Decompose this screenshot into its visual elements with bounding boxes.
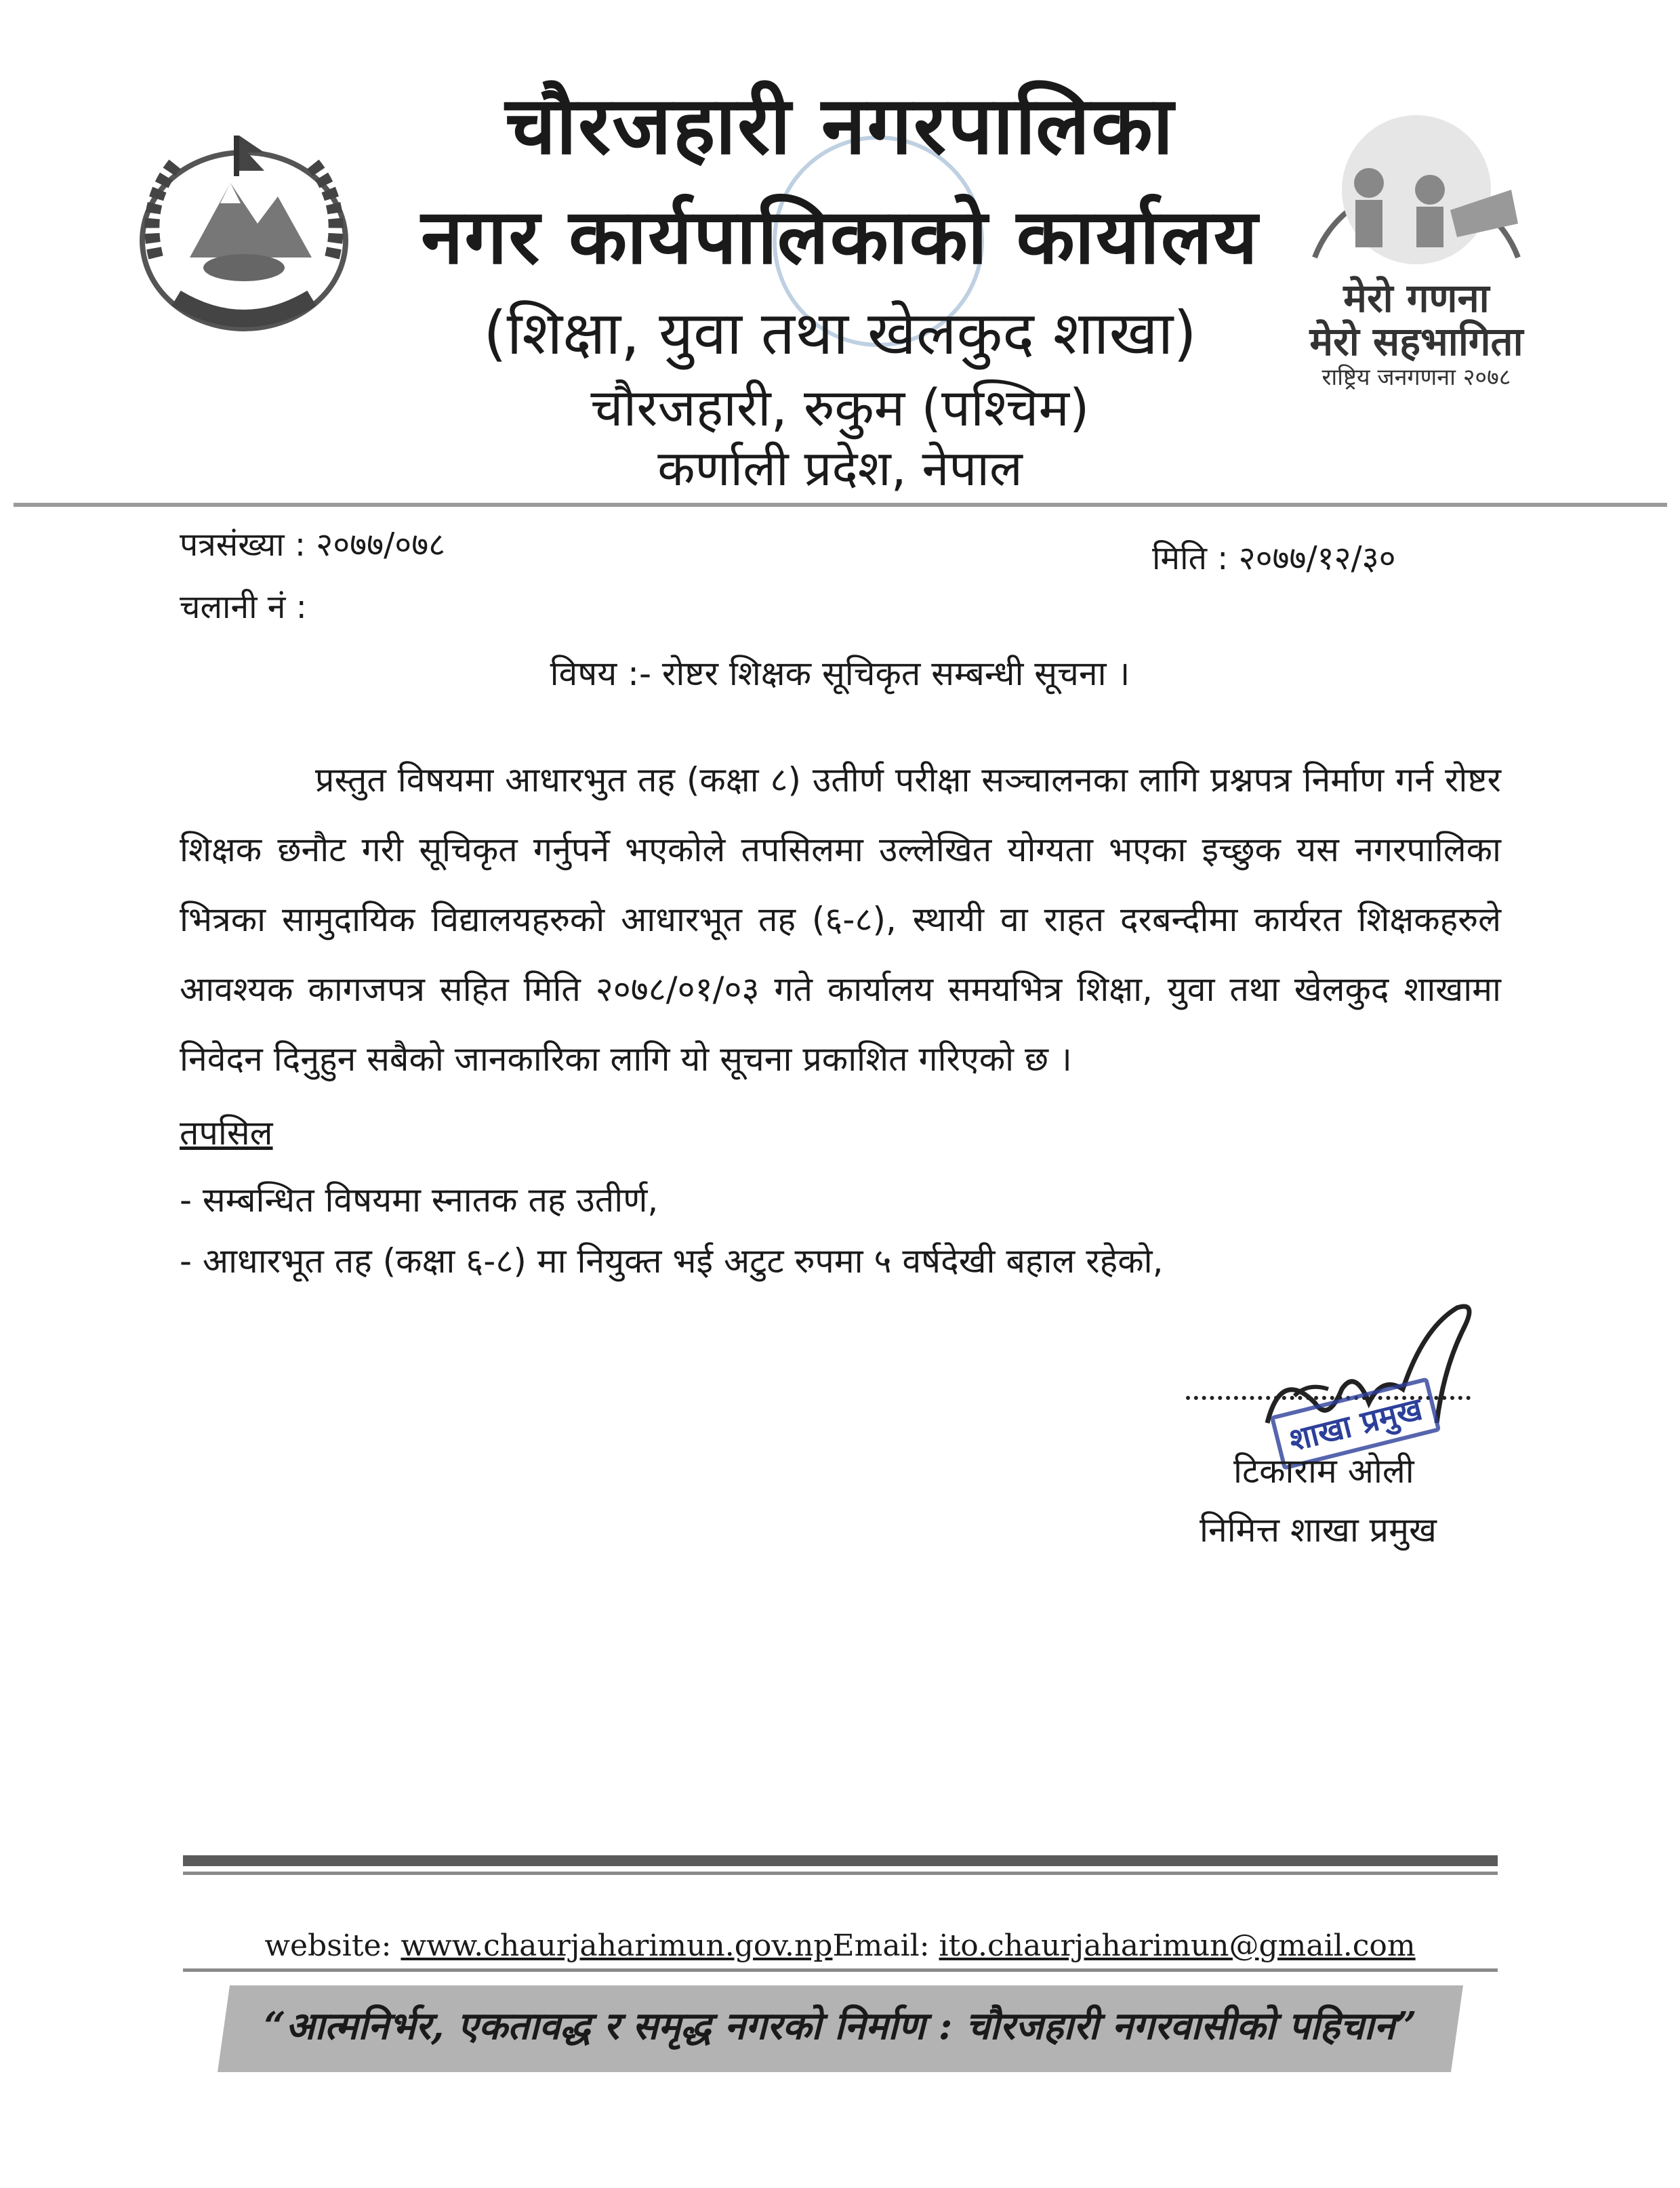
footer-rule-bottom [183,1968,1498,1972]
details-heading: तपसिल [180,1113,273,1153]
detail-item: - आधारभूत तह (कक्षा ६-८) मा नियुक्त भई अटुट रुपमा ५ वर्षदेखी बहाल रहेको, [180,1241,1164,1281]
branch-head-stamp: शाखा प्रमुख [1270,1377,1441,1470]
detail-item: - सम्बन्धित विषयमा स्नातक तह उतीर्ण, [180,1180,659,1220]
province-line: कर्णाली प्रदेश, नेपाल [657,440,1023,497]
census-slogan-1: मेरो गणना [1343,275,1490,321]
footer-slogan: “आत्मनिर्भर, एकतावद्ध र समृद्ध नगरको निर्माण : चौरजहारी नगरवासीको पहिचान” [264,2004,1417,2048]
dispatch-number: चलानी नं : [180,588,307,626]
signatory-name: टिकाराम ओली [1233,1451,1414,1491]
footer-rule-top [183,1855,1498,1866]
subject-line: विषय :- रोष्टर शिक्षक सूचिकृत सम्बन्धी सूचना । [550,654,1130,693]
footer-rule-thin [183,1872,1498,1875]
header-divider [14,503,1667,507]
census-caption: राष्ट्रिय जनगणना २०७८ [1322,364,1511,391]
address-line: चौरजहारी, रुकुम (पश्चिम) [590,377,1090,438]
census-slogan-2: मेरो सहभागिता [1309,318,1523,365]
email-label: Email: [832,1928,939,1963]
body-paragraph: प्रस्तुत विषयमा आधारभुत तह (कक्षा ८) उतीर्ण परीक्षा सञ्चालनका लागि प्रश्नपत्र निर्माण गर्न रोष्टर शिक्षक छनौट गरी सूचिकृत गर्नुपर्ने भएकोले तपसिलमा उल्लेखित योग्यता भएका इच्छुक यस नगरपालिका भित्रका सामुदायिक विद्यालयहरुको आधारभूत तह (६-८), स्थायी वा राहत दरबन्दीमा कार्यरत शिक्षकहरुले आवश्यक कागजपत्र सहित मिति २०७८/०१/०३ गते कार्यालय समयभित्र शिक्षा, युवा तथा खेलकुद शाखामा निवेदन दिनुहुन सबैको जानकारिका लागि यो सूचना प्रकाशित गरिएको छ । [180,760,1501,1079]
email-link[interactable]: ito.chaurjaharimun@gmail.com [939,1928,1416,1963]
website-label: website: [264,1928,401,1963]
footer-contact [0,1928,1680,1963]
signatory-title: निमित्त शाखा प्रमुख [1200,1510,1437,1550]
census-logo [1294,108,1538,393]
office-name: नगर कार्यपालिकाको कार्यालय [421,193,1259,281]
letter-date: मिति : २०७७/१२/३० [1152,539,1396,577]
reference-number: पत्रसंख्या : २०७७/०७८ [180,526,446,564]
website-link[interactable]: www.chaurjaharimun.gov.np [401,1928,833,1963]
census-people-icon [1294,108,1538,271]
municipality-name: चौरजहारी नगरपालिका [505,79,1175,172]
branch-name: (शिक्षा, युवा तथा खेलकुद शाखा) [483,298,1197,368]
